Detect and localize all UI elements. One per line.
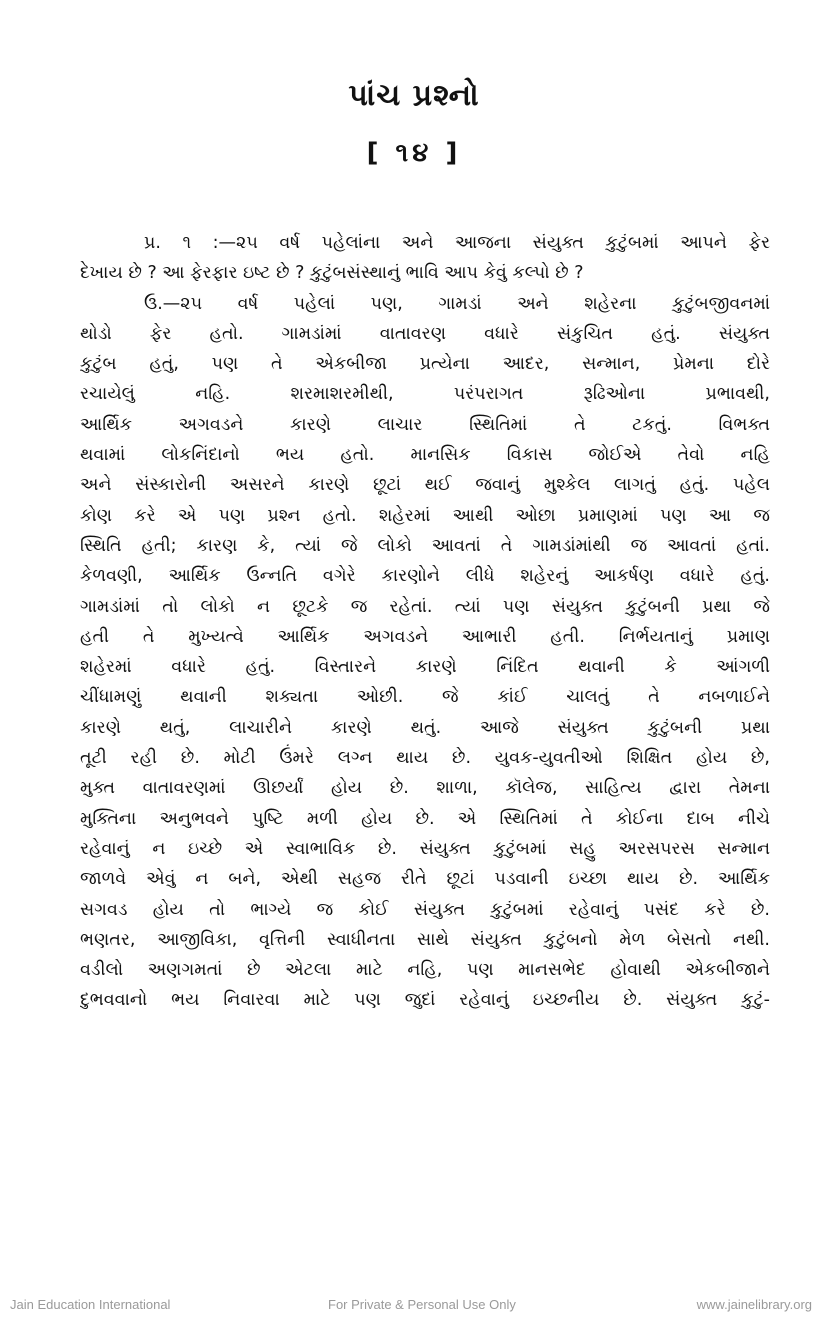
text-line: આર્થિક અગવડને કારણે લાચાર સ્થિતિમાં તે ટકતું. વિભક્ત: [80, 414, 770, 435]
text-line: દુભવવાનો ભય નિવારવા માટે પણ જુદાં રહેવાનું ઇચ્છનીય છે. સંયુક્ત કુટું-: [80, 990, 770, 1011]
footer-publisher: Jain Education International: [10, 1297, 171, 1312]
footer-website-link[interactable]: www.jainelibrary.org: [696, 1297, 812, 1312]
text-line: ચીંધામણું થવાની શક્યતા ઓછી. જે કાંઈ ચાલતું તે નબળાઈને: [80, 687, 770, 708]
question-line: પ્ર. ૧ :—૨૫ વર્ષ પહેલાંના અને આજના સંયુક્ત કુટુંબમાં આપને ફેર: [144, 233, 770, 253]
page-title: પાંચ પ્રશ્નો: [348, 78, 480, 113]
text-line: કારણે થતું, લાચારીને કારણે થતું. આજે સંયુક્ત કુટુંબની પ્રથા: [80, 717, 770, 738]
text-line: સગવડ હોય તો ભાગ્યે જ કોઈ સંયુક્ત કુટુંબમાં રહેવાનું પસંદ કરે છે.: [80, 899, 770, 920]
body-text: [80, 228, 770, 1016]
text-line: કોણ કરે એ પણ પ્રશ્ન હતો. શહેરમાં આથી ઓછા પ્રમાણમાં પણ આ જ: [80, 505, 770, 526]
text-line: હતી તે મુખ્યત્વે આર્થિક અગવડને આભારી હતી. નિર્ભયતાનું પ્રમાણ: [80, 626, 770, 647]
text-line: થવામાં લોકનિંદાનો ભય હતો. માનસિક વિકાસ જોઈએ તેવો નહિ: [80, 445, 770, 466]
text-line: રહેવાનું ન ઇચ્છે એ સ્વાભાવિક છે. સંયુક્ત કુટુંબમાં સહુ અરસપરસ સન્માન: [80, 838, 770, 859]
text-line: રચાયેલું નહિ. શરમાશરમીથી, પરંપરાગત રૂઢિઓના પ્રભાવથી,: [80, 384, 770, 405]
text-line: તૂટી રહી છે. મોટી ઉંમરે લગ્ન થાય છે. યુવક-યુવતીઓ શિક્ષિત હોય છે,: [80, 748, 770, 769]
footer: [0, 1297, 828, 1317]
text-line: જાળવે એવું ન બને, એથી સહજ રીતે છૂટાં પડવાની ઇચ્છા થાય છે. આર્થિક: [80, 869, 770, 890]
text-line: સ્થિતિ હતી; કારણ કે, ત્યાં જે લોકો આવતાં તે ગામડાંમાંથી જ આવતાં હતાં.: [80, 535, 770, 556]
text-line: વડીલો અણગમતાં છે એટલા માટે નહિ, પણ માનસભેદ હોવાથી એકબીજાને: [80, 960, 770, 981]
text-line: દેખાય છે ? આ ફેરફાર ઇષ્ટ છે ? કુટુંબસંસ્થાનું ભાવિ આપ કેવું કલ્પો છે ?: [80, 263, 584, 284]
text-line: ગામડાંમાં તો લોકો ન છૂટકે જ રહેતાં. ત્યાં પણ સંયુક્ત કુટુંબની પ્રથા જે: [80, 596, 770, 617]
text-line: ભણતર, આજીવિકા, વૃત્તિની સ્વાધીનતા સાથે સંયુક્ત કુટુંબનો મેળ બેસતો નથી.: [80, 929, 770, 950]
text-line: શહેરમાં વધારે હતું. વિસ્તારને કારણે નિંદિત થવાની કે આંગળી: [80, 657, 770, 678]
text-line: અને સંસ્કારોની અસરને કારણે છૂટાં થઈ જવાનું મુશ્કેલ લાગતું હતું. પહેલ: [80, 475, 770, 496]
section-number: [ ૧૪ ]: [366, 138, 462, 168]
text-line: થોડો ફેર હતો. ગામડાંમાં વાતાવરણ વધારે સંકુચિત હતું. સંયુક્ત: [80, 323, 770, 344]
answer-line: ઉ.—૨૫ વર્ષ પહેલાં પણ, ગામડાં અને શહેરના કુટુંબજીવનમાં: [144, 293, 770, 314]
footer-notice: For Private & Personal Use Only: [328, 1297, 516, 1312]
text-line: મુક્ત વાતાવરણમાં ઊછર્યાં હોય છે. શાળા, કૉલેજ, સાહિત્ય દ્વારા તેમના: [80, 778, 770, 799]
text-line: મુક્તિના અનુભવને પુષ્ટિ મળી હોય છે. એ સ્થિતિમાં તે કોઈના દાબ નીચે: [80, 808, 770, 829]
text-line: કુટુંબ હતું, પણ તે એકબીજા પ્રત્યેના આદર, સન્માન, પ્રેમના દોરે: [80, 354, 770, 375]
text-line: કેળવણી, આર્થિક ઉન્નતિ વગેરે કારણોને લીધે શહેરનું આકર્ષણ વધારે હતું.: [80, 566, 770, 587]
